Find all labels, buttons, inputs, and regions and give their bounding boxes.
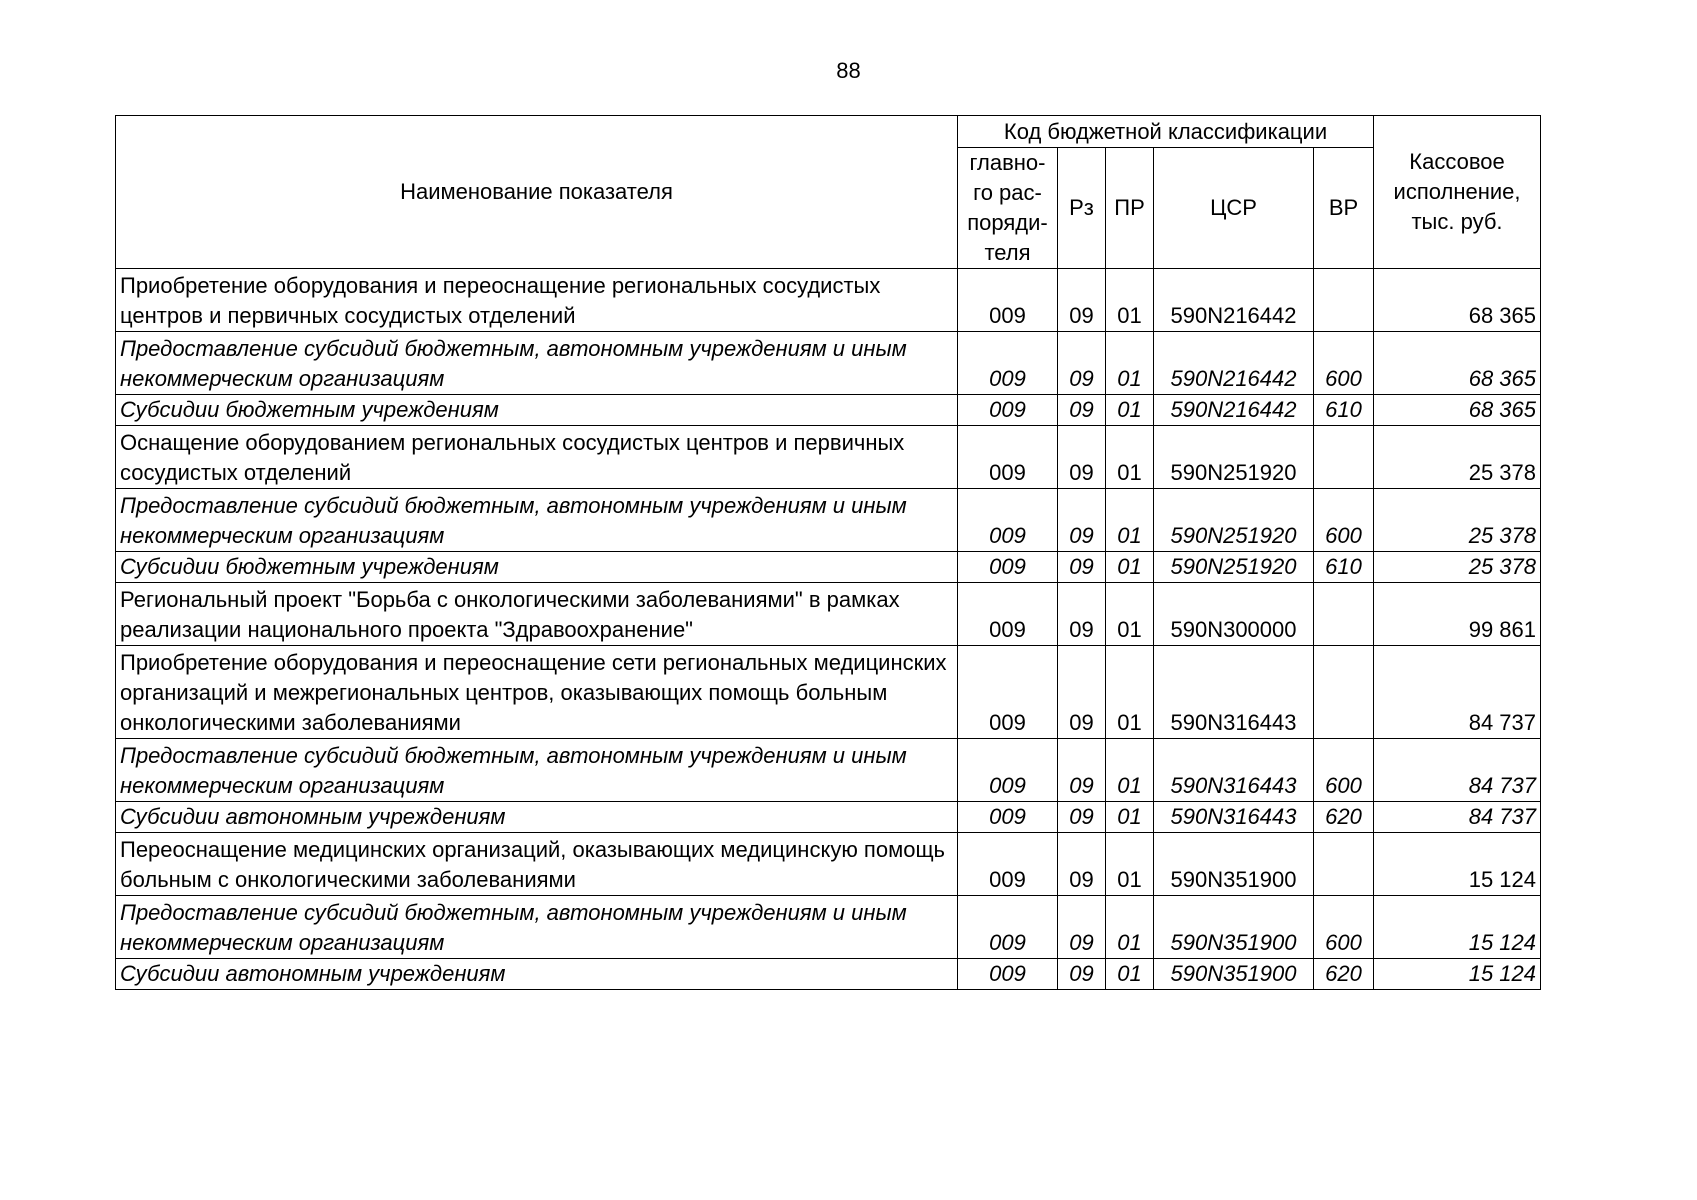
table-row (116, 426, 1541, 489)
cell-glava: 009 (958, 739, 1058, 802)
table-row (116, 269, 1541, 332)
cell-pr: 01 (1106, 833, 1154, 896)
cell-pr: 01 (1106, 269, 1154, 332)
cell-csr: 590N316443 (1154, 739, 1314, 802)
cell-glava: 009 (958, 426, 1058, 489)
header-pr: ПР (1106, 148, 1154, 269)
cell-vr (1314, 269, 1374, 332)
table-row (116, 739, 1541, 802)
table-row (116, 332, 1541, 395)
cell-name: Предоставление субсидий бюджетным, автономным учреждениям и иным некоммерческим организациям (116, 896, 958, 959)
cell-amount: 68 365 (1374, 332, 1541, 395)
cell-rz: 09 (1058, 959, 1106, 990)
cell-glava: 009 (958, 269, 1058, 332)
cell-csr: 590N351900 (1154, 833, 1314, 896)
cell-csr: 590N216442 (1154, 332, 1314, 395)
header-code-group: Код бюджетной классификации (958, 116, 1374, 148)
table-row (116, 583, 1541, 646)
table-row (116, 802, 1541, 833)
cell-amount: 15 124 (1374, 833, 1541, 896)
page-number: 88 (836, 58, 861, 83)
cell-rz: 09 (1058, 833, 1106, 896)
cell-vr (1314, 583, 1374, 646)
cell-rz: 09 (1058, 395, 1106, 426)
table-row (116, 959, 1541, 990)
cell-name: Предоставление субсидий бюджетным, автономным учреждениям и иным некоммерческим организациям (116, 332, 958, 395)
cell-vr: 600 (1314, 332, 1374, 395)
cell-amount: 68 365 (1374, 269, 1541, 332)
cell-vr: 620 (1314, 802, 1374, 833)
cell-name: Субсидии автономным учреждениям (116, 802, 958, 833)
cell-pr: 01 (1106, 896, 1154, 959)
header-rz: Рз (1058, 148, 1106, 269)
cell-pr: 01 (1106, 426, 1154, 489)
cell-vr: 610 (1314, 395, 1374, 426)
header-glava: главно-го рас-поряди-теля (958, 148, 1058, 269)
cell-rz: 09 (1058, 739, 1106, 802)
budget-table (115, 115, 1541, 990)
cell-pr: 01 (1106, 332, 1154, 395)
cell-pr: 01 (1106, 552, 1154, 583)
cell-name: Переоснащение медицинских организаций, оказывающих медицинскую помощь больным с онкологическими заболеваниями (116, 833, 958, 896)
header-amount: Кассовое исполнение, тыс. руб. (1374, 116, 1541, 269)
cell-amount: 84 737 (1374, 646, 1541, 739)
cell-name: Субсидии бюджетным учреждениям (116, 395, 958, 426)
cell-vr (1314, 833, 1374, 896)
cell-glava: 009 (958, 896, 1058, 959)
cell-pr: 01 (1106, 646, 1154, 739)
cell-glava: 009 (958, 646, 1058, 739)
cell-name: Приобретение оборудования и переоснащение региональных сосудистых центров и первичных сосудистых отделений (116, 269, 958, 332)
cell-csr: 590N251920 (1154, 426, 1314, 489)
cell-glava: 009 (958, 583, 1058, 646)
cell-name: Приобретение оборудования и переоснащение сети региональных медицинских организаций и межрегиональных центров, оказывающих помощь больным онкологическими заболеваниями (116, 646, 958, 739)
cell-amount: 84 737 (1374, 739, 1541, 802)
cell-rz: 09 (1058, 896, 1106, 959)
header-csr: ЦСР (1154, 148, 1314, 269)
cell-vr: 600 (1314, 489, 1374, 552)
cell-vr (1314, 646, 1374, 739)
cell-name: Предоставление субсидий бюджетным, автономным учреждениям и иным некоммерческим организациям (116, 739, 958, 802)
cell-pr: 01 (1106, 802, 1154, 833)
cell-amount: 25 378 (1374, 426, 1541, 489)
table-row (116, 833, 1541, 896)
cell-csr: 590N316443 (1154, 802, 1314, 833)
cell-csr: 590N251920 (1154, 489, 1314, 552)
cell-amount: 25 378 (1374, 552, 1541, 583)
header-vr: ВР (1314, 148, 1374, 269)
cell-csr: 590N251920 (1154, 552, 1314, 583)
cell-vr: 620 (1314, 959, 1374, 990)
cell-amount: 15 124 (1374, 896, 1541, 959)
cell-glava: 009 (958, 489, 1058, 552)
table-row (116, 646, 1541, 739)
table-row (116, 552, 1541, 583)
cell-name: Субсидии автономным учреждениям (116, 959, 958, 990)
cell-csr: 590N300000 (1154, 583, 1314, 646)
table-row (116, 489, 1541, 552)
cell-rz: 09 (1058, 489, 1106, 552)
cell-glava: 009 (958, 959, 1058, 990)
table-body (116, 269, 1541, 990)
cell-name: Предоставление субсидий бюджетным, автономным учреждениям и иным некоммерческим организациям (116, 489, 958, 552)
cell-name: Региональный проект "Борьба с онкологическими заболеваниями" в рамках реализации национального проекта "Здравоохранение" (116, 583, 958, 646)
cell-rz: 09 (1058, 332, 1106, 395)
cell-pr: 01 (1106, 489, 1154, 552)
cell-csr: 590N351900 (1154, 959, 1314, 990)
table-row (116, 395, 1541, 426)
cell-vr: 600 (1314, 896, 1374, 959)
cell-glava: 009 (958, 552, 1058, 583)
cell-name: Оснащение оборудованием региональных сосудистых центров и первичных сосудистых отделений (116, 426, 958, 489)
cell-amount: 25 378 (1374, 489, 1541, 552)
cell-glava: 009 (958, 332, 1058, 395)
cell-rz: 09 (1058, 646, 1106, 739)
cell-rz: 09 (1058, 552, 1106, 583)
cell-csr: 590N216442 (1154, 395, 1314, 426)
cell-rz: 09 (1058, 583, 1106, 646)
cell-pr: 01 (1106, 583, 1154, 646)
cell-csr: 590N216442 (1154, 269, 1314, 332)
table-row (116, 896, 1541, 959)
cell-csr: 590N316443 (1154, 646, 1314, 739)
header-name: Наименование показателя (116, 116, 958, 269)
cell-rz: 09 (1058, 802, 1106, 833)
cell-amount: 99 861 (1374, 583, 1541, 646)
cell-pr: 01 (1106, 959, 1154, 990)
cell-vr: 610 (1314, 552, 1374, 583)
cell-vr (1314, 426, 1374, 489)
cell-glava: 009 (958, 833, 1058, 896)
cell-pr: 01 (1106, 395, 1154, 426)
cell-rz: 09 (1058, 269, 1106, 332)
cell-amount: 84 737 (1374, 802, 1541, 833)
cell-vr: 600 (1314, 739, 1374, 802)
cell-amount: 15 124 (1374, 959, 1541, 990)
cell-csr: 590N351900 (1154, 896, 1314, 959)
cell-glava: 009 (958, 802, 1058, 833)
cell-amount: 68 365 (1374, 395, 1541, 426)
cell-pr: 01 (1106, 739, 1154, 802)
cell-rz: 09 (1058, 426, 1106, 489)
cell-glava: 009 (958, 395, 1058, 426)
cell-name: Субсидии бюджетным учреждениям (116, 552, 958, 583)
